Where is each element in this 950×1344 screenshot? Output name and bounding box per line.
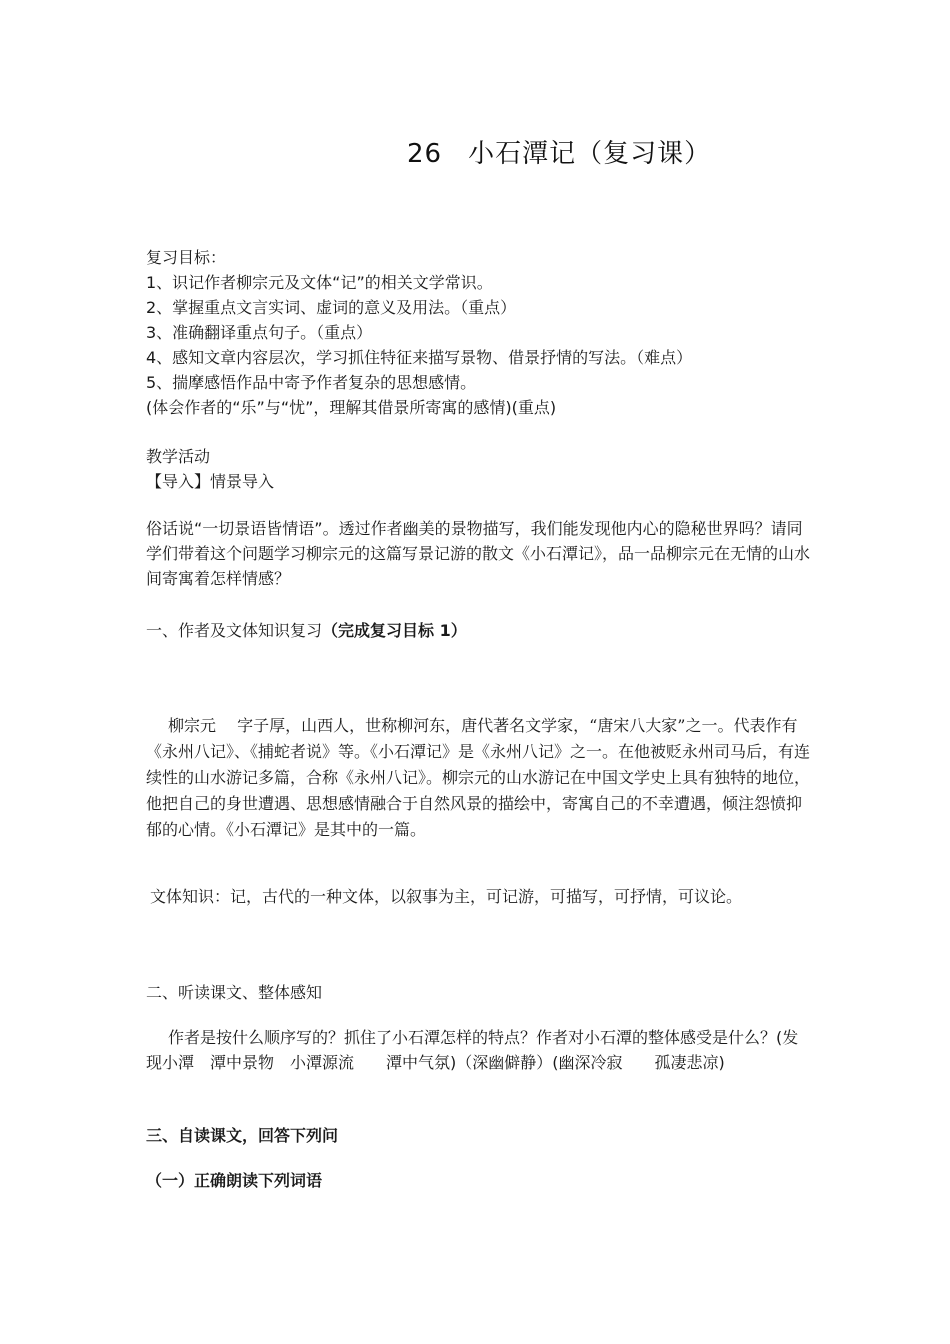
review-goals bbox=[146, 245, 816, 420]
goal-item-4: 4、感知文章内容层次，学习抓住特征来描写景物、借景抒情的写法。（难点） bbox=[146, 348, 693, 367]
genre-paragraph bbox=[150, 884, 820, 910]
section2-heading bbox=[146, 980, 816, 1005]
section2-paragraph: 作者是按什么顺序写的？抓住了小石潭怎样的特点？作者对小石潭的整体感受是什么？(发现小潭 潭中景物 小潭源流 潭中气氛)（深幽僻静）(幽深冷寂 孤凄悲凉) bbox=[146, 1028, 799, 1072]
activity-heading: 教学活动 bbox=[146, 447, 211, 466]
goal-item-5: 5、揣摩感悟作品中寄予作者复杂的思想感情。 bbox=[146, 373, 477, 392]
goal-item-2: 2、掌握重点文言实词、虚词的意义及用法。（重点） bbox=[146, 298, 517, 317]
section2-heading-text: 二、听读课文、整体感知 bbox=[146, 983, 323, 1002]
title-number: 26 bbox=[407, 139, 443, 169]
goal-item-1: 1、识记作者柳宗元及文体“记”的相关文学常识。 bbox=[146, 273, 493, 292]
intro-paragraph: 俗话说“一切景语皆情语”。透过作者幽美的景物描写，我们能发现他内心的隐秘世界吗？请同学们带着这个问题学习柳宗元的这篇写景记游的散文《小石潭记》，品一品柳宗元在无情的山水间寄寓着怎样情感？ bbox=[146, 519, 811, 588]
teaching-activity bbox=[146, 444, 816, 494]
section1-heading-text: 一、作者及文体知识复习 bbox=[146, 621, 323, 640]
title-text: 小石潭记（复习课） bbox=[468, 139, 712, 169]
section3-heading-text: 三、自读课文，回答下列问 bbox=[146, 1126, 339, 1145]
author-paragraph: 柳宗元 字子厚，山西人，世称柳河东，唐代著名文学家，“唐宋八大家”之一。代表作有《永州八记》、《捕蛇者说》等。《小石潭记》是《永州八记》之一。在他被贬永州司马后，有连续性的山水游记多篇，合称《永州八记》。柳宗元的山水游记在中国文学史上具有独特的地位，他把自己的身世遭遇、思想感情融合于自然风景的描绘中，寄寓自己的不幸遭遇，倾注怨愤抑郁的心情。《小石潭记》是其中的一篇。 bbox=[146, 716, 811, 839]
section3-heading bbox=[146, 1123, 816, 1148]
intro-label: 【导入】情景导入 bbox=[146, 472, 275, 491]
page-title bbox=[407, 133, 711, 170]
goals-heading: 复习目标： bbox=[146, 248, 227, 267]
section1-heading-bold: （完成复习目标 1） bbox=[322, 621, 467, 640]
section1-heading bbox=[146, 618, 816, 643]
goal-item-3: 3、准确翻译重点句子。（重点） bbox=[146, 323, 373, 342]
goal-note: (体会作者的“乐”与“忧”，理解其借景所寄寓的感情)(重点) bbox=[146, 398, 557, 417]
section3-subheading-text: （一）正确朗读下列词语 bbox=[146, 1171, 323, 1190]
genre-text: 文体知识：记，古代的一种文体，以叙事为主，可记游，可描写，可抒情，可议论。 bbox=[150, 887, 743, 906]
section3-subheading bbox=[146, 1168, 816, 1193]
